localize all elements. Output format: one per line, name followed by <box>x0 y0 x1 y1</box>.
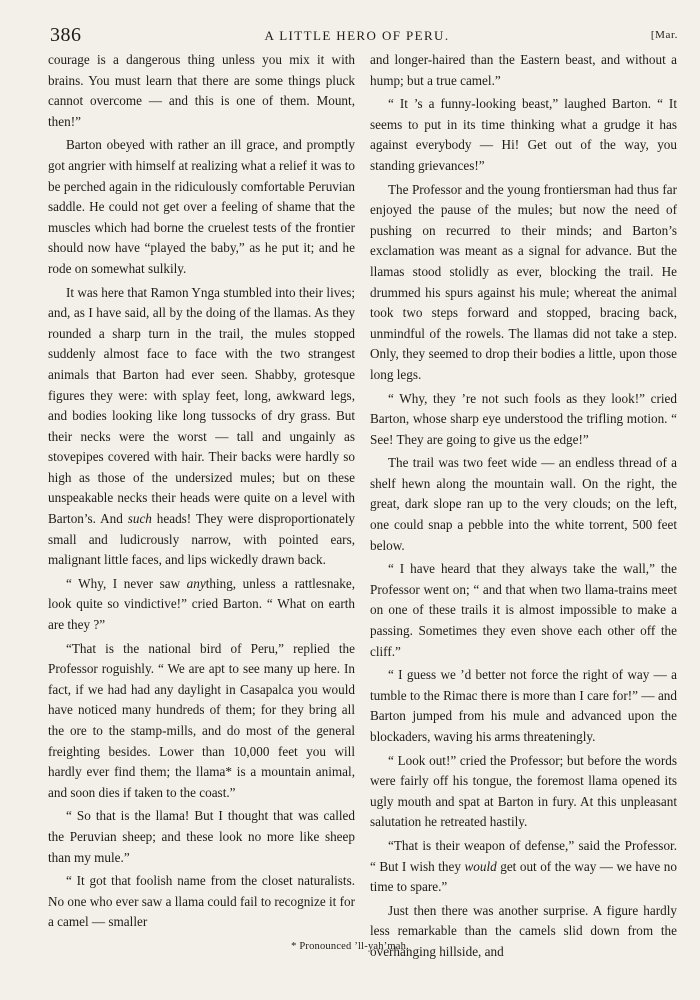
page-number: 386 <box>50 24 82 46</box>
paragraph-text: “ I guess we ’d better not force the right of way — a tumble to the Rimac there is more than I care for!” — and Barton jumped from his mule and advanced upon the blockaders, waving his arms threateningly. <box>370 667 677 744</box>
paragraph-text: get out of the way — we have no time to spare.” <box>370 858 677 895</box>
paragraph-text: thing, unless a rattlesnake, look quite so vindictive!” cried Barton. “ What on earth are they ?” <box>48 575 356 633</box>
paragraph <box>48 639 355 804</box>
paragraph-text: and longer-haired than the Eastern beast, and without a hump; but a true camel.” <box>370 52 677 88</box>
issue-month: [Mar. <box>650 29 678 41</box>
paragraph-text: “ So that is the llama! But I thought that was called the Peruvian sheep; and these look no more like sheep than my mule.” <box>48 808 355 865</box>
paragraph <box>48 574 355 636</box>
left-column <box>48 50 355 933</box>
paragraph-text: “ Look out!” cried the Professor; but before the words were fairly off his tongue, the foremost llama opened its ugly mouth and spat at Barton in fury. At this unpleasant salutation he retreated hastily. <box>370 752 677 830</box>
italic-text: such <box>127 511 152 527</box>
paragraph-text: Just then there was another surprise. A figure hardly less remarkable than the camels slid down from the overhanging hillside, and <box>370 902 677 959</box>
paragraph <box>370 453 677 556</box>
page-header <box>36 22 678 46</box>
paragraph-text: “ Why, I never saw <box>66 575 187 591</box>
running-title: A LITTLE HERO OF PERU. <box>264 28 450 43</box>
paragraph-text: “That is their weapon of defense,” said the Professor. “ But I wish they <box>370 837 677 874</box>
paragraph <box>370 665 677 747</box>
paragraph <box>48 135 355 279</box>
italic-text: would <box>464 858 497 874</box>
paragraph <box>48 283 355 571</box>
paragraph <box>370 180 677 386</box>
paragraph-text: Barton obeyed with rather an ill grace, and promptly got angrier with himself at realizing what a relief it was to be perched again in the ridiculously comfortable Peruvian saddle. He could not get over a feeling of shame that the muscles which had borne the cruelest tests of the frontier should now have “played the baby,” as he put it; and he rode on somewhat sulkily. <box>48 137 355 276</box>
paragraph <box>48 871 355 933</box>
paragraph-text: “ Why, they ’re not such fools as they look!” cried Barton, whose sharp eye understood the trifling motion. “ See! They are going to give us the edge!” <box>370 390 677 447</box>
paragraph <box>370 836 677 898</box>
paragraph-text: “That is the national bird of Peru,” replied the Professor roguishly. “ We are apt to see many up here. In fact, if we had had any daylight in Casapalca you would have noticed many hundreds of them; for they bring all the ore to the stamp-mills, and do most of the general freighting besides. Lower than 10,000 feet you will hardly ever find them; the llama* is a mountain animal, and soon dies if taken to the coast.” <box>48 640 355 800</box>
paragraph <box>48 806 355 868</box>
paragraph-text: “ It got that foolish name from the closet naturalists. No one who ever saw a llama could fail to recognize it for a camel — smaller <box>48 873 355 930</box>
paragraph-text: The Professor and the young frontiersman had thus far enjoyed the pause of the mules; but now the need of pushing on recurred to their minds; and Barton’s exclamation was meant as a signal for advance. But the llamas stood stolidly as ever, blocking the trail. He drummed his spurs against his mule; whereat the animal took two steps forward and stopped, bracing back, unmindful of the rowels. The llamas did not take a step. Only, they seemed to drop their bodies a little, upon those long legs. <box>370 181 677 382</box>
paragraph-text: It was here that Ramon Ynga stumbled into their lives; and, as I have said, all by the doing of the llamas. As they rounded a sharp turn in the trail, the mules stopped suddenly almost face to face with the two strangest animals that Barton had ever seen. Shabby, grotesque figures they were: with splay feet, long, awkward legs, and bodies looking like long tussocks of dry grass. But their necks were the worst — tall and ungainly as stovepipes covered with hair. Their backs were hardly so high as those of the undersized mules; but on these unspeakable necks their heads were quite on a level with Barton’s. And <box>48 284 355 527</box>
paragraph-text: “ It ’s a funny-looking beast,” laughed Barton. “ It seems to put in its time thinking what a grudge it has against everybody — Hi! Get out of the way, you standing grievances!” <box>370 96 677 173</box>
paragraph <box>370 559 677 662</box>
paragraph <box>370 94 677 176</box>
paragraph-text: heads! They were disproportionately small and ludicrously narrow, with pointed ears, malignant little faces, and lips wickedly drawn back. <box>48 511 355 568</box>
paragraph <box>370 50 677 91</box>
italic-text: any <box>186 575 206 591</box>
paragraph <box>370 901 677 963</box>
paragraph-text: The trail was two feet wide — an endless thread of a shelf hewn along the mountain wall. On the right, the great, dark slope ran up to the very clouds; on the left, one could snap a pebble into the white torrent, 500 feet below. <box>370 455 677 553</box>
paragraph-text: courage is a dangerous thing unless you mix it with brains. You must learn that there are some things pluck cannot overcome — and this is one of them. Mount, then!” <box>48 52 355 129</box>
paragraph <box>48 50 355 132</box>
footnote: * Pronounced ’ll-yah’mah. <box>291 941 409 952</box>
right-column <box>370 50 677 963</box>
paragraph <box>370 389 677 451</box>
paragraph-text: “ I have heard that they always take the wall,” the Professor went on; “ and that when two llama-trains meet on one of these trails it is almost impossible to make a passing. Sometimes they even shove each other off the cliff.” <box>370 561 677 659</box>
paragraph <box>370 751 677 833</box>
